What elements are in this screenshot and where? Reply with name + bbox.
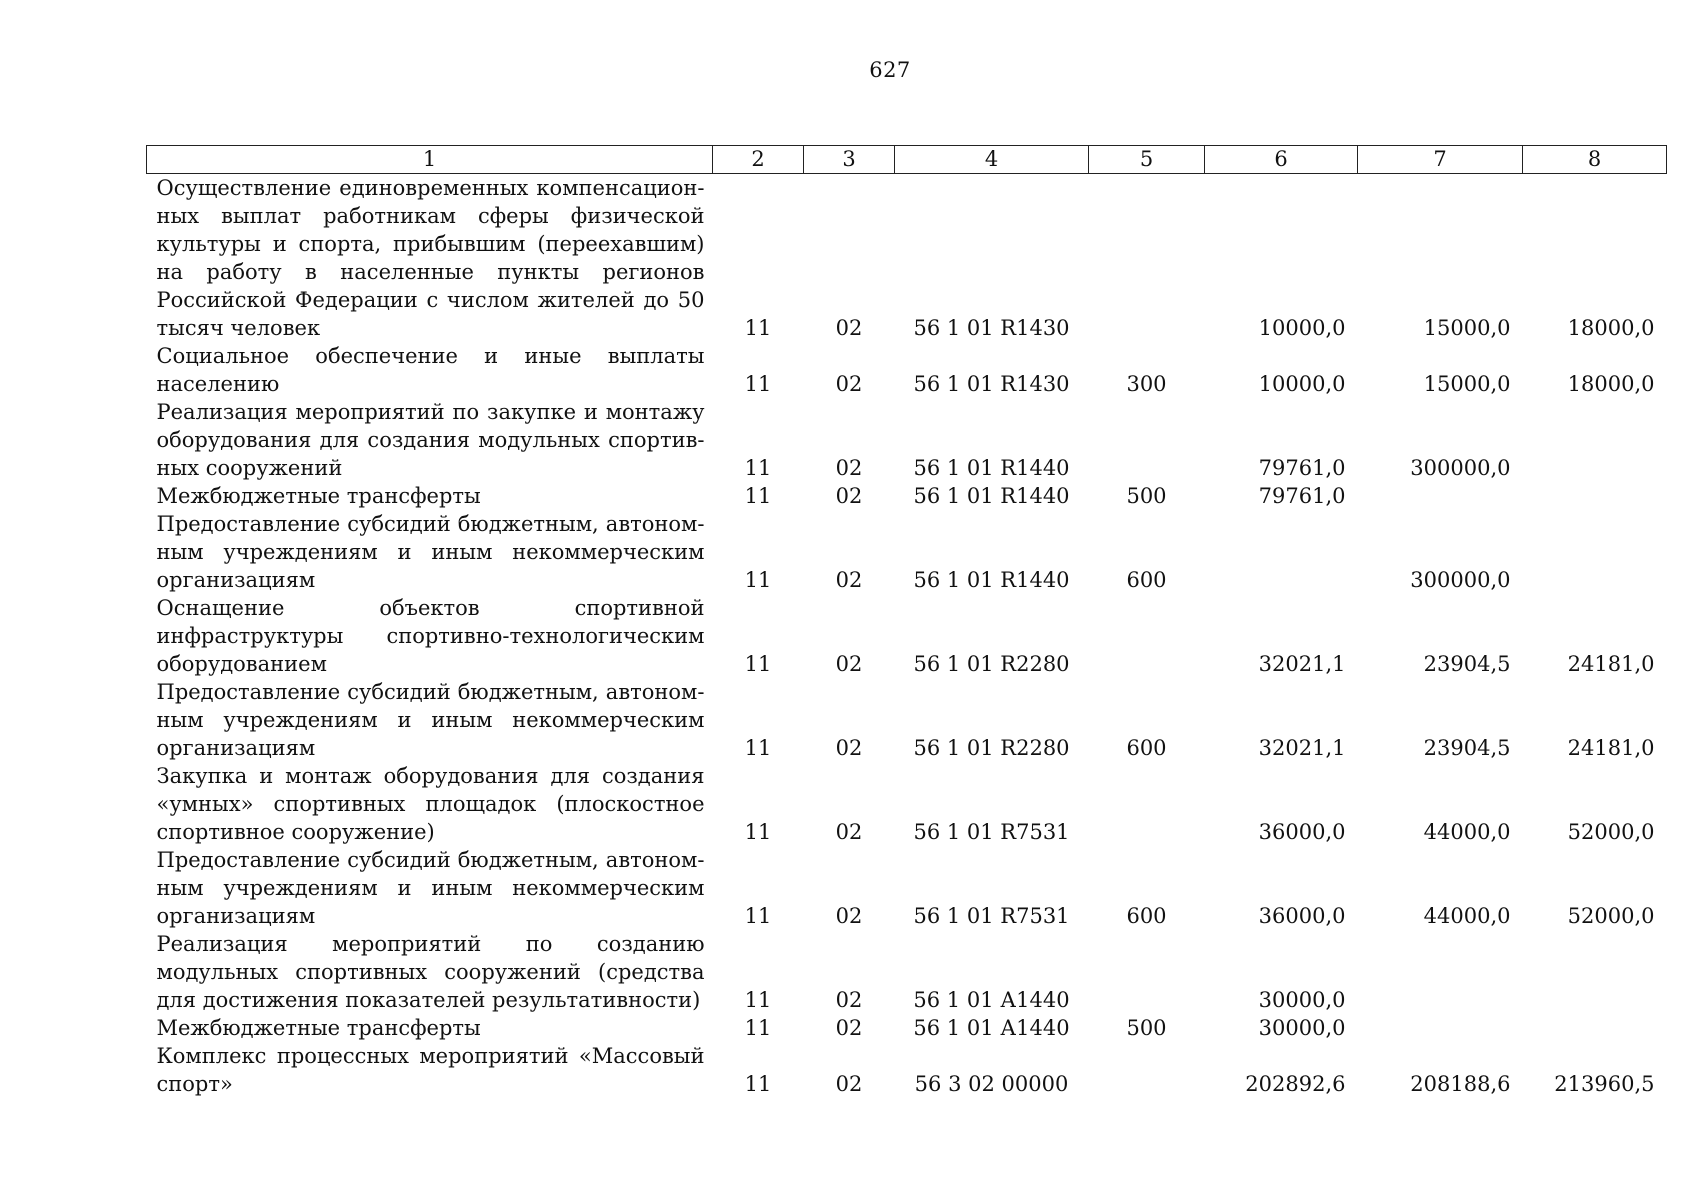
row-amount-col6: 32021,1	[1258, 652, 1346, 676]
row-amount-col8	[1523, 398, 1667, 482]
row-expense-type: 600	[1126, 736, 1167, 760]
budget-table	[146, 145, 1667, 1098]
row-section: 11	[744, 316, 772, 340]
header-col-1: 1	[147, 146, 713, 174]
header-row	[147, 146, 1667, 174]
row-name: Предоставление субсидий бюджетным, автономным учреждениям и иным некоммерческим организациям	[156, 680, 705, 760]
row-amount-col6: 79761,0	[1258, 484, 1346, 508]
row-amount-col7: 23904,5	[1423, 736, 1511, 760]
table-row	[147, 930, 1667, 1014]
row-target-article: 56 1 01 R1440	[913, 484, 1070, 508]
row-name: Оснащение объектов спортивной инфраструктуры спортивно-технологическим оборудованием	[156, 596, 705, 676]
row-subsection: 02	[835, 372, 863, 396]
row-name: Реализация мероприятий по закупке и монтажу оборудования для создания модульных спортивных сооружений	[156, 400, 705, 480]
row-amount-col7: 300000,0	[1410, 568, 1511, 592]
row-amount-col8: 24181,0	[1567, 736, 1655, 760]
row-target-article: 56 1 01 А1440	[913, 988, 1070, 1012]
row-subsection: 02	[835, 316, 863, 340]
row-amount-col7: 15000,0	[1423, 372, 1511, 396]
row-amount-col7: 44000,0	[1423, 820, 1511, 844]
row-expense-type: 600	[1126, 904, 1167, 928]
row-subsection: 02	[835, 988, 863, 1012]
header-col-4: 4	[895, 146, 1089, 174]
row-name: Межбюджетные трансферты	[156, 484, 481, 508]
row-amount-col7	[1358, 1014, 1523, 1042]
row-target-article: 56 1 01 R1430	[913, 372, 1070, 396]
table-header	[147, 146, 1667, 174]
row-expense-type	[1089, 1042, 1205, 1098]
row-name: Предоставление субсидий бюджетным, автономным учреждениям и иным некоммерческим организациям	[156, 512, 705, 592]
row-target-article: 56 1 01 R1440	[913, 456, 1070, 480]
row-expense-type: 300	[1126, 372, 1167, 396]
row-target-article: 56 1 01 R1440	[913, 568, 1070, 592]
row-name: Социальное обеспечение и иные выплаты населению	[156, 344, 705, 396]
row-subsection: 02	[835, 456, 863, 480]
table-row	[147, 594, 1667, 678]
row-section: 11	[744, 652, 772, 676]
table-row	[147, 1014, 1667, 1042]
row-amount-col8	[1523, 482, 1667, 510]
row-section: 11	[744, 372, 772, 396]
header-col-6: 6	[1205, 146, 1358, 174]
row-amount-col8: 213960,5	[1554, 1072, 1655, 1096]
table-row	[147, 1042, 1667, 1098]
row-section: 11	[744, 904, 772, 928]
row-amount-col8: 18000,0	[1567, 316, 1655, 340]
row-expense-type: 500	[1126, 484, 1167, 508]
row-amount-col6: 202892,6	[1245, 1072, 1346, 1096]
row-target-article: 56 1 01 А1440	[913, 1016, 1070, 1040]
page-number: 627	[869, 58, 911, 82]
table-row	[147, 342, 1667, 398]
row-subsection: 02	[835, 1016, 863, 1040]
row-target-article: 56 1 01 R2280	[913, 652, 1070, 676]
row-name: Комплекс процессных мероприятий «Массовый спорт»	[156, 1044, 705, 1096]
row-target-article: 56 1 01 R7531	[913, 820, 1070, 844]
row-section: 11	[744, 568, 772, 592]
table-row	[147, 482, 1667, 510]
table-row	[147, 174, 1667, 343]
row-amount-col7: 208188,6	[1410, 1072, 1511, 1096]
table-row	[147, 398, 1667, 482]
row-amount-col6: 30000,0	[1258, 1016, 1346, 1040]
row-amount-col8: 24181,0	[1567, 652, 1655, 676]
row-amount-col6: 36000,0	[1258, 904, 1346, 928]
row-subsection: 02	[835, 568, 863, 592]
row-amount-col7: 23904,5	[1423, 652, 1511, 676]
row-amount-col6: 10000,0	[1258, 316, 1346, 340]
row-expense-type	[1089, 930, 1205, 1014]
row-amount-col7: 300000,0	[1410, 456, 1511, 480]
row-section: 11	[744, 456, 772, 480]
row-expense-type	[1089, 174, 1205, 343]
row-amount-col6: 32021,1	[1258, 736, 1346, 760]
row-subsection: 02	[835, 736, 863, 760]
row-amount-col8	[1523, 930, 1667, 1014]
row-subsection: 02	[835, 1072, 863, 1096]
row-name: Реализация мероприятий по созданию модульных спортивных сооружений (средства для достижения показателей результативности)	[156, 932, 705, 1012]
row-amount-col8	[1523, 1014, 1667, 1042]
row-amount-col7: 15000,0	[1423, 316, 1511, 340]
row-amount-col7	[1358, 930, 1523, 1014]
row-amount-col8: 18000,0	[1567, 372, 1655, 396]
table-row	[147, 510, 1667, 594]
row-expense-type	[1089, 594, 1205, 678]
header-col-3: 3	[804, 146, 895, 174]
header-col-5: 5	[1089, 146, 1205, 174]
row-subsection: 02	[835, 652, 863, 676]
row-subsection: 02	[835, 820, 863, 844]
row-target-article: 56 3 02 00000	[914, 1072, 1069, 1096]
table-row	[147, 678, 1667, 762]
row-amount-col6: 30000,0	[1258, 988, 1346, 1012]
row-amount-col7: 44000,0	[1423, 904, 1511, 928]
row-amount-col8: 52000,0	[1567, 820, 1655, 844]
row-amount-col8	[1523, 510, 1667, 594]
row-target-article: 56 1 01 R7531	[913, 904, 1070, 928]
row-section: 11	[744, 1072, 772, 1096]
row-expense-type: 500	[1126, 1016, 1167, 1040]
row-section: 11	[744, 736, 772, 760]
row-name: Межбюджетные трансферты	[156, 1016, 481, 1040]
row-amount-col6: 36000,0	[1258, 820, 1346, 844]
row-name: Предоставление субсидий бюджетным, автономным учреждениям и иным некоммерческим организациям	[156, 848, 705, 928]
row-section: 11	[744, 820, 772, 844]
row-name: Закупка и монтаж оборудования для создания «умных» спортивных площадок (плоскостное спортивное сооружение)	[156, 764, 705, 844]
header-col-7: 7	[1358, 146, 1523, 174]
row-section: 11	[744, 988, 772, 1012]
row-section: 11	[744, 484, 772, 508]
table-body	[147, 174, 1667, 1099]
table-row	[147, 762, 1667, 846]
row-target-article: 56 1 01 R2280	[913, 736, 1070, 760]
row-subsection: 02	[835, 484, 863, 508]
row-amount-col8: 52000,0	[1567, 904, 1655, 928]
row-amount-col7	[1358, 482, 1523, 510]
row-amount-col6: 79761,0	[1258, 456, 1346, 480]
row-name: Осуществление единовременных компенсационных выплат работникам сферы физической культуры и спорта, прибывшим (переехавшим) на работу в населенные пункты регионов Российской Федерации с числом жителей до 50 тысяч человек	[156, 176, 705, 340]
row-amount-col6	[1205, 510, 1358, 594]
row-amount-col6: 10000,0	[1258, 372, 1346, 396]
row-section: 11	[744, 1016, 772, 1040]
table-row	[147, 846, 1667, 930]
row-expense-type	[1089, 398, 1205, 482]
row-expense-type	[1089, 762, 1205, 846]
header-col-8: 8	[1523, 146, 1667, 174]
header-col-2: 2	[713, 146, 804, 174]
row-subsection: 02	[835, 904, 863, 928]
row-target-article: 56 1 01 R1430	[913, 316, 1070, 340]
row-expense-type: 600	[1126, 568, 1167, 592]
